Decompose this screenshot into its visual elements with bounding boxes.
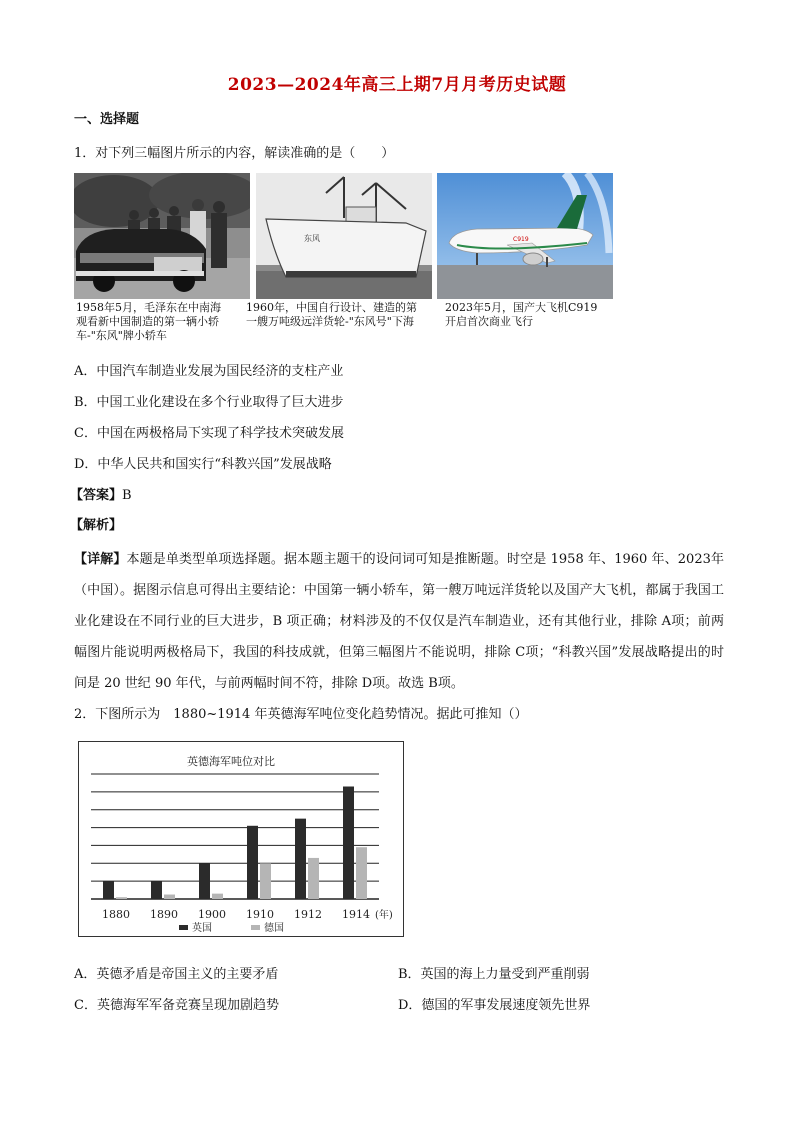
bar-德国-1910 [260, 863, 271, 899]
legend-label: 英国 [192, 923, 212, 934]
photo-plane [437, 173, 613, 299]
plane-label: C919 [513, 236, 529, 243]
bar-德国-1880 [116, 897, 127, 899]
question-2-stem: 2．下图所示为 1880~1914 年英德海军吨位变化趋势情况。据此可推知（） [74, 707, 528, 722]
section-heading: 一、选择题 [74, 112, 140, 127]
answer-value: B [122, 488, 132, 503]
x-tick-label: 1910 [246, 908, 274, 921]
ship-name-label: 东风 [304, 234, 320, 243]
legend-swatch [179, 925, 188, 930]
q2-option-a[interactable]: A．英德矛盾是帝国主义的主要矛盾 [74, 967, 279, 982]
page-title: 2023—2024年高三上期7月月考历史试题 [227, 75, 567, 95]
chart-canvas [79, 742, 403, 936]
x-tick-label: 1890 [150, 908, 178, 921]
q1-answer [70, 484, 132, 503]
bar-英国-1890 [151, 881, 162, 899]
bar-英国-1912 [295, 819, 306, 899]
caption-car [76, 301, 221, 343]
caption-line: 1958年5月，毛泽东在中南海 [76, 301, 221, 314]
caption-line: 2023年5月，国产大飞机C919 [445, 301, 598, 314]
detail-label: 【详解】 [74, 552, 127, 567]
x-tick-label: 1912 [294, 908, 322, 921]
q1-option-c[interactable]: C．中国在两极格局下实现了科学技术突破发展 [74, 426, 344, 441]
photo-car [74, 173, 250, 299]
bar-德国-1890 [164, 895, 175, 899]
detail-text: 本题是单类型单项选择题。据本题主题干的设问词可知是推断题。时空是 1958 年、1960 年、2023年（中国）。据图示信息可得出主要结论：中国第一辆小轿车，第一艘万吨远洋货轮以及国产大飞机，都属于我国工业化建设在不同行业的巨大进步，B 项正确；材料涉及的不仅仅是汽车制造业，还有其他行业，排除 A项；前两幅图片能说明两极格局下，我国的科技成就，但第三幅图片不能说明，排除 C项；“科教兴国”发展战略提出的时间是 20 世纪 90 年代，与前两幅时间不符，排除 D项。故选 B项。 [74, 552, 724, 691]
x-tick-label: 1880 [102, 908, 130, 921]
q1-option-b[interactable]: B．中国工业化建设在多个行业取得了巨大进步 [74, 395, 344, 410]
q1-detail [74, 544, 724, 699]
question-1-stem: 1．对下列三幅图片所示的内容，解读准确的是（ ） [74, 146, 395, 161]
bar-德国-1900 [212, 894, 223, 899]
caption-line: 开启首次商业飞行 [445, 315, 533, 328]
bar-英国-1914 [343, 787, 354, 900]
legend-swatch [251, 925, 260, 930]
q1-option-d[interactable]: D．中华人民共和国实行“科教兴国”发展战略 [74, 457, 332, 472]
q2-option-d[interactable]: D．德国的军事发展速度领先世界 [398, 998, 591, 1013]
q2-option-b[interactable]: B．英国的海上力量受到严重削弱 [398, 967, 590, 982]
x-tick-label: 1900 [198, 908, 226, 921]
caption-line: 1960年，中国自行设计、建造的第 [246, 301, 417, 314]
caption-line: 观看新中国制造的第一辆小轿 [76, 315, 219, 328]
caption-line: 车-"东风"牌小轿车 [76, 329, 167, 342]
caption-ship [246, 301, 417, 329]
answer-label: 【答案】 [70, 488, 123, 503]
caption-line: 一艘万吨级远洋货轮-"东风号"下海 [246, 315, 414, 328]
q2-option-c[interactable]: C．英德海军军备竞赛呈现加剧趋势 [74, 998, 279, 1013]
naval-tonnage-chart [78, 741, 404, 937]
x-tick-label: 1914 [342, 908, 370, 921]
q1-analysis-heading: 【解析】 [70, 518, 123, 533]
chart-title: 英德海军吨位对比 [187, 755, 275, 768]
bar-英国-1910 [247, 826, 258, 899]
x-axis-unit: (年) [375, 910, 393, 921]
bar-德国-1914 [356, 847, 367, 899]
bar-英国-1900 [199, 863, 210, 899]
legend-label: 德国 [264, 923, 284, 934]
bar-英国-1880 [103, 881, 114, 899]
photo-ship [256, 173, 432, 299]
q1-option-a[interactable]: A．中国汽车制造业发展为国民经济的支柱产业 [74, 364, 344, 379]
bar-德国-1912 [308, 858, 319, 899]
caption-plane [445, 301, 597, 329]
